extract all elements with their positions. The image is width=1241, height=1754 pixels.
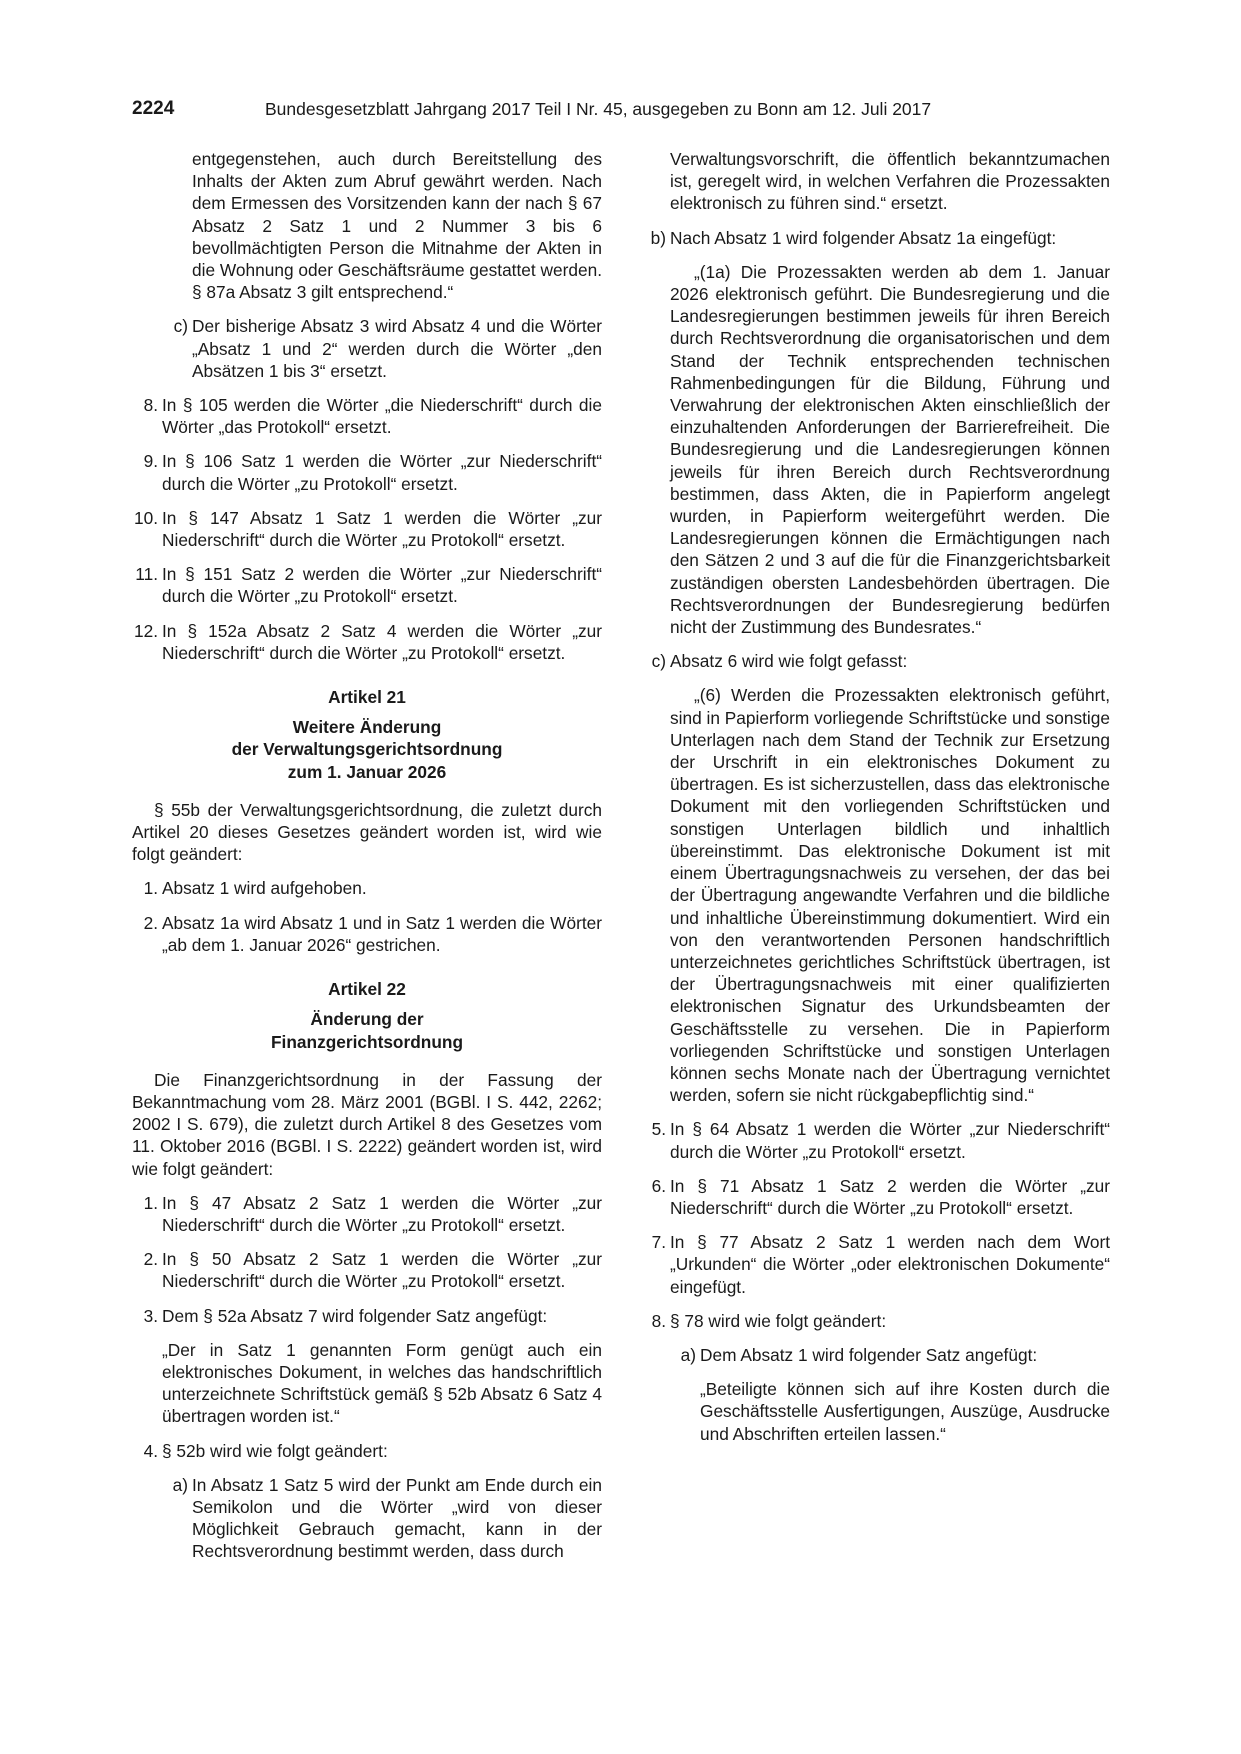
item-number: 8. — [143, 395, 158, 416]
article-21-heading: Artikel 21 — [328, 687, 406, 708]
item-text: In § 105 werden die Wörter „die Niederschrift“ durch die Wörter „das Protokoll“ ersetzt. — [162, 395, 602, 438]
list-item — [132, 1192, 602, 1236]
item-text: Absatz 6 wird wie folgt gefasst: — [670, 651, 908, 672]
item-text: Der bisherige Absatz 3 wird Absatz 4 und die Wörter „Absatz 1 und 2“ werden durch die Wörter „den Absätzen 1 bis 3“ ersetzt. — [192, 316, 602, 381]
item-number: 1. — [143, 878, 158, 899]
quoted-text: „(6) Werden die Prozessakten elektronisch geführt, sind in Papierform vorliegende Schriftstücke und sonstige Unterlagen nach dem Stand der Technik zur Ersetzung der Urschrift in ein elektronisches Dokument zu übertragen. Es ist sicherzustellen, dass das elektronische Dokument mit den vorliegenden Schriftstücken und sonstigen Unterlagen bildlich und inhaltlich übereinstimmt. Das elektronische Dokument ist mit einem Übertragungsnachweis zu versehen, der das bei der Übertragung angewandte Verfahren und die bildliche und inhaltliche Übereinstimmung dokumentiert. Wird ein von den verantwortenden Personen handschriftlich unterzeichnetes gerichtliches Schriftstück übertragen, ist der Übertragungsnachweis mit einer qualifizierten elektronischen Signatur des Urkundsbeamten der Geschäftsstelle zu versehen. Die in Papierform vorliegenden Schriftstücke und sonstigen Unterlagen können sechs Monate nach der Übertragung vernichtet werden, sofern sie nicht rückgabepflichtig sind.“ — [670, 685, 1110, 1106]
item-text: § 52b wird wie folgt geändert: — [162, 1440, 388, 1461]
title-line: Änderung der — [310, 1009, 424, 1030]
title-line: Finanzgerichtsordnung — [270, 1031, 463, 1052]
title-line: zum 1. Januar 2026 — [287, 761, 447, 782]
list-item — [132, 1305, 602, 1327]
continuation-text: Verwaltungsvorschrift, die öffentlich bekanntzumachen ist, geregelt wird, in welchen Verfahren die Prozessakten elektronisch zu führen sind.“ ersetzt. — [670, 149, 1110, 214]
list-item — [132, 1248, 602, 1292]
item-text: Nach Absatz 1 wird folgender Absatz 1a eingefügt: — [670, 227, 1057, 248]
right-column — [640, 148, 1110, 1457]
list-item — [132, 877, 602, 899]
list-item — [640, 1231, 1110, 1298]
list-item — [132, 912, 602, 956]
item-text: In Absatz 1 Satz 5 wird der Punkt am Ende durch ein Semikolon und die Wörter „wird von dieser Möglichkeit Gebrauch gemacht, kann in der Rechtsverordnung bestimmt werden, dass durch — [192, 1474, 602, 1562]
list-item — [132, 620, 602, 664]
item-number: 5. — [651, 1119, 666, 1140]
list-item — [162, 315, 602, 382]
item-number: 11. — [135, 564, 158, 585]
item-number: 2. — [143, 1249, 158, 1270]
item-text: In § 151 Satz 2 werden die Wörter „zur Niederschrift“ durch die Wörter „zu Protokoll“ ersetzt. — [162, 564, 602, 607]
item-text: Dem § 52a Absatz 7 wird folgender Satz angefügt: — [162, 1305, 548, 1326]
continuation-text: entgegenstehen, auch durch Bereitstellung des Inhalts der Akten zum Abruf gewährt werden. Nach dem Ermessen des Vorsitzenden kann der nach § 67 Absatz 2 Satz 1 und 2 Nummer 3 bis 6 bevollmächtigten Person die Mitnahme der Akten in die Wohnung oder Geschäftsräume gestattet werden. § 87a Absatz 3 gilt entsprechend.“ — [192, 149, 602, 303]
running-head: Bundesgesetzblatt Jahrgang 2017 Teil I Nr. 45, ausgegeben zu Bonn am 12. Juli 2017 — [265, 99, 932, 119]
item-number: 9. — [143, 451, 158, 472]
article-22-heading: Artikel 22 — [328, 979, 406, 1000]
item-text: Dem Absatz 1 wird folgender Satz angefügt: — [700, 1344, 1038, 1365]
item-number: 7. — [651, 1232, 666, 1253]
item-text: § 78 wird wie folgt geändert: — [670, 1310, 887, 1331]
article-22-title — [132, 1008, 602, 1052]
item-number: c) — [651, 651, 666, 672]
title-line: Weitere Änderung — [292, 717, 442, 738]
quoted-text: „Beteiligte können sich auf ihre Kosten durch die Geschäftsstelle Ausfertigungen, Auszüge, Ausdrucke und Abschriften erteilen lassen.“ — [700, 1379, 1110, 1444]
quoted-text: „Der in Satz 1 genannten Form genügt auch ein elektronisches Dokument, in welches das handschriftlich unterzeichnete Schriftstück gemäß § 52b Absatz 6 Satz 4 übertragen worden ist.“ — [162, 1339, 602, 1427]
item-text: In § 47 Absatz 2 Satz 1 werden die Wörter „zur Niederschrift“ durch die Wörter „zu Protokoll“ ersetzt. — [162, 1192, 602, 1235]
item-number: 8. — [651, 1310, 666, 1331]
item-text: Absatz 1 wird aufgehoben. — [162, 878, 367, 899]
list-item — [640, 1118, 1110, 1162]
list-item — [640, 650, 1110, 672]
list-item — [132, 1440, 602, 1462]
list-item — [640, 1310, 1110, 1332]
page-number: 2224 — [132, 98, 175, 119]
item-text: In § 71 Absatz 1 Satz 2 werden die Wörter „zur Niederschrift“ durch die Wörter „zu Protokoll“ ersetzt. — [670, 1175, 1110, 1218]
item-number: 4. — [143, 1440, 158, 1461]
list-item — [132, 394, 602, 438]
item-number: 2. — [143, 912, 158, 933]
item-number: c) — [173, 316, 188, 337]
article-21-intro: § 55b der Verwaltungsgerichtsordnung, die zuletzt durch Artikel 20 dieses Gesetzes geändert worden ist, wird wie folgt geändert: — [132, 799, 602, 865]
item-number: b) — [650, 227, 666, 248]
item-text: In § 152a Absatz 2 Satz 4 werden die Wörter „zur Niederschrift“ durch die Wörter „zu Protokoll“ ersetzt. — [162, 620, 602, 663]
item-number: a) — [680, 1344, 696, 1365]
item-number: 10. — [133, 507, 158, 528]
title-line: der Verwaltungsgerichtsordnung — [231, 739, 503, 760]
list-item — [132, 563, 602, 607]
list-item — [640, 227, 1110, 249]
item-text: In § 77 Absatz 2 Satz 1 werden nach dem Wort „Urkunden“ die Wörter „oder elektronischen Dokumente“ eingefügt. — [670, 1232, 1110, 1297]
list-item — [640, 1175, 1110, 1219]
item-text: In § 64 Absatz 1 werden die Wörter „zur Niederschrift“ durch die Wörter „zu Protokoll“ ersetzt. — [670, 1119, 1110, 1162]
list-item — [670, 1344, 1110, 1366]
item-number: 1. — [143, 1192, 158, 1213]
item-number: 12. — [133, 620, 158, 641]
article-21-title — [132, 716, 602, 783]
list-item — [132, 507, 602, 551]
article-22-intro: Die Finanzgerichtsordnung in der Fassung der Bekanntmachung vom 28. März 2001 (BGBl. I S. 442, 2262; 2002 I S. 679), die zuletzt durch Artikel 8 des Gesetzes vom 11. Oktober 2016 (BGBl. I S. 2222) geändert worden ist, wird wie folgt geändert: — [132, 1069, 602, 1179]
item-text: Absatz 1a wird Absatz 1 und in Satz 1 werden die Wörter „ab dem 1. Januar 2026“ gestrichen. — [162, 912, 602, 955]
left-column — [132, 148, 602, 1575]
quoted-text: „(1a) Die Prozessakten werden ab dem 1. Januar 2026 elektronisch geführt. Die Bundesregierung und die Landesregierungen bestimmen jeweils für ihren Bereich durch Rechtsverordnung die organisatorischen und dem Stand der Technik entsprechenden technischen Rahmenbedingungen für die Bildung, Führung und Verwahrung der elektronischen Akten einschließlich der einzuhaltenden Anforderungen der Barrierefreiheit. Die Bundesregierung und die Landesregierungen können jeweils für ihren Bereich durch Rechtsverordnung bestimmen, dass Akten, die in Papierform angelegt wurden, in Papierform weitergeführt werden. Die Landesregierungen können die Ermächtigungen nach den Sätzen 2 und 3 auf die für die Finanzgerichtsbarkeit zuständigen obersten Landesbehörden übertragen. Die Rechtsverordnungen der Bundesregierung bedürfen nicht der Zustimmung des Bundesrates.“ — [670, 261, 1110, 638]
item-number: 6. — [651, 1175, 666, 1196]
list-item — [132, 450, 602, 494]
item-text: In § 106 Satz 1 werden die Wörter „zur Niederschrift“ durch die Wörter „zu Protokoll“ ersetzt. — [162, 451, 602, 494]
item-text: In § 147 Absatz 1 Satz 1 werden die Wörter „zur Niederschrift“ durch die Wörter „zu Protokoll“ ersetzt. — [162, 507, 602, 551]
item-number: 3. — [143, 1305, 158, 1326]
item-text: In § 50 Absatz 2 Satz 1 werden die Wörter „zur Niederschrift“ durch die Wörter „zu Protokoll“ ersetzt. — [162, 1249, 602, 1292]
page-header — [132, 98, 1109, 124]
list-item — [162, 1474, 602, 1563]
item-number: a) — [172, 1474, 188, 1495]
